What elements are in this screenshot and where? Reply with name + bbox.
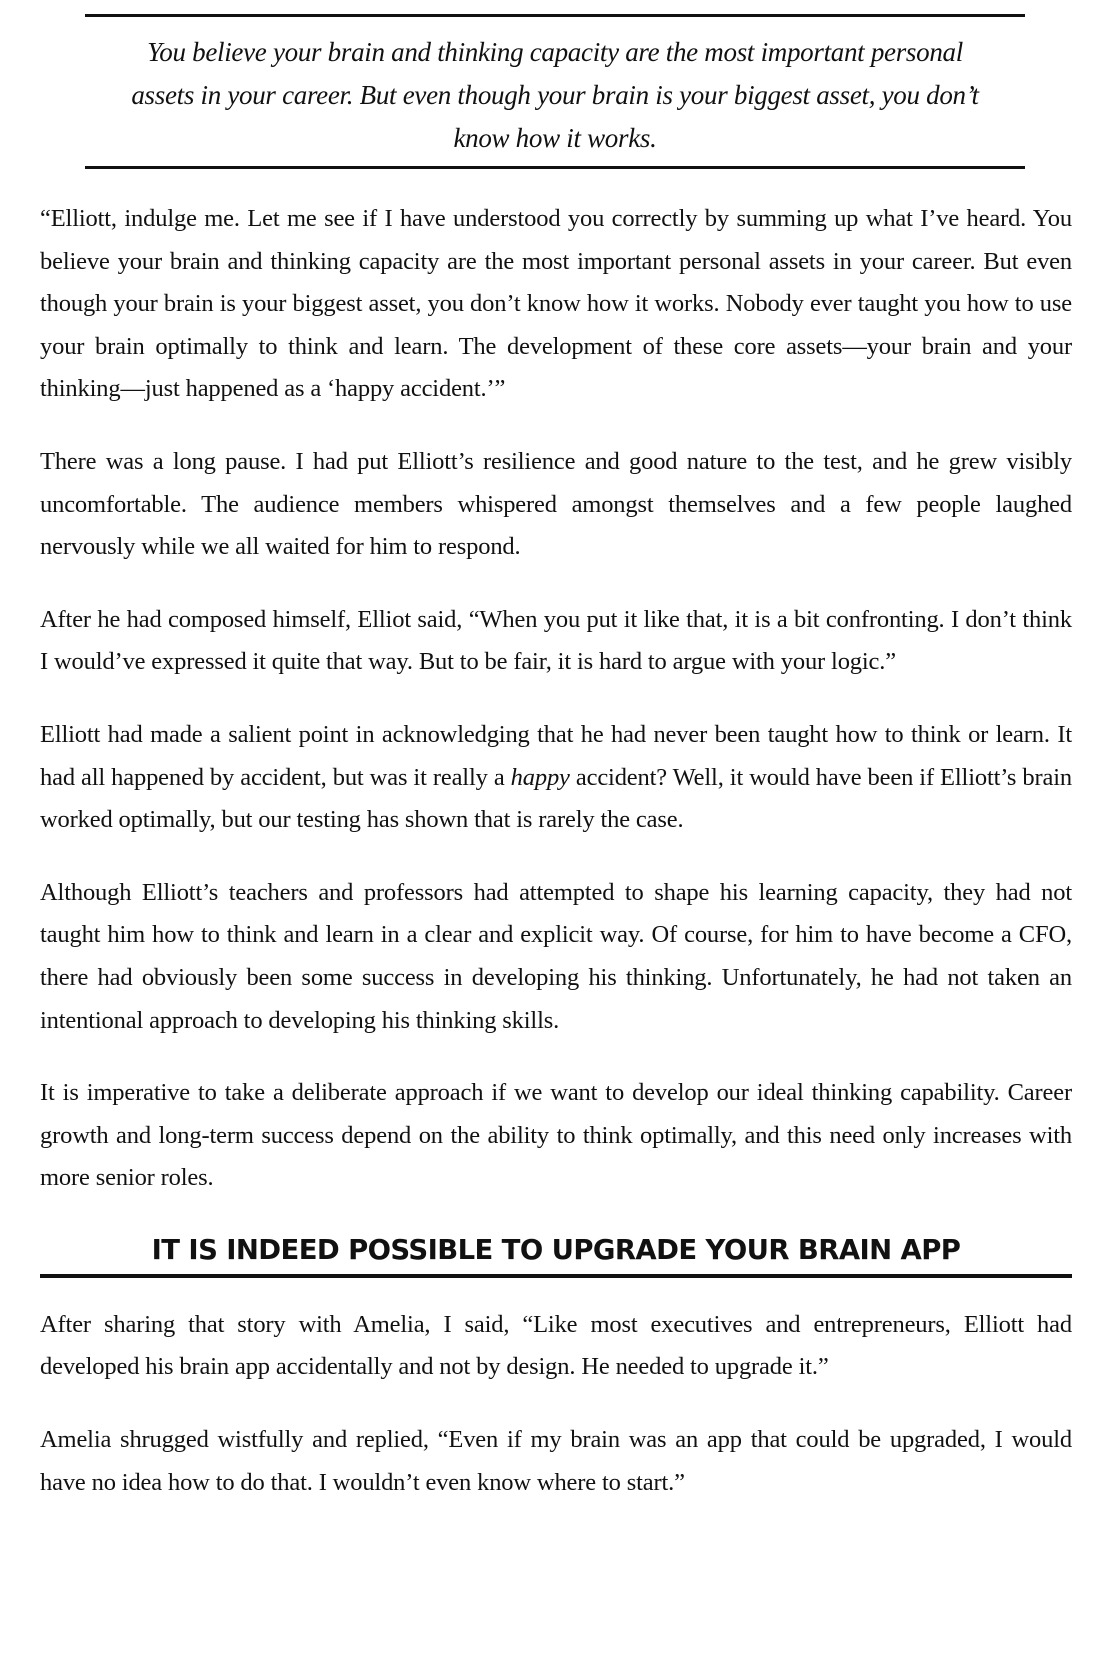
- paragraph: There was a long pause. I had put Elliott’s resilience and good nature to the test, and he grew visibly uncomfortable. The audience members whispered amongst themselves and a few people laughed nervously while we all waited for him to respond.: [40, 447, 1072, 561]
- paragraph-text: Elliott had made a salient point in acknowledging that he had never been taught how to think or learn. It had all happened by accident, but was it really a: [40, 720, 1072, 791]
- paragraph: After he had composed himself, Elliot said, “When you put it like that, it is a bit confronting. I don’t think I would’ve expressed it quite that way. But to be fair, it is hard to argue with your logic.”: [40, 605, 1072, 676]
- paragraph: After sharing that story with Amelia, I said, “Like most executives and entrepreneurs, Elliott had developed his brain app accidentally and not by design. He needed to upgrade it.”: [40, 1310, 1072, 1381]
- paragraph: [40, 714, 1072, 842]
- paragraph-text: accident? Well, it would have been if Elliott’s brain worked optimally, but our testing has shown that is rarely the case.: [40, 763, 1072, 834]
- emphasis-text: happy: [510, 763, 570, 791]
- article-body: [40, 198, 1072, 1534]
- paragraph: Although Elliott’s teachers and professors had attempted to shape his learning capacity, they had not taught him how to think and learn in a clear and explicit way. Of course, for him to have become a CFO, there had obviously been some success in developing his thinking. Unfortunately, he had not taken an intentional approach to developing his thinking skills.: [40, 878, 1072, 1034]
- paragraph: “Elliott, indulge me. Let me see if I have understood you correctly by summing up what I’ve heard. You believe your brain and thinking capacity are the most important personal assets in your career. But even though your brain is your biggest asset, you don’t know how it works. Nobody ever taught you how to use your brain optimally to think and learn. The development of these core assets—your brain and your thinking—just happened as a ‘happy accident.’”: [40, 205, 1072, 403]
- section-heading: IT IS INDEED POSSIBLE TO UPGRADE YOUR BRAIN APP: [40, 1230, 1072, 1278]
- pull-quote: [85, 14, 1025, 169]
- pull-quote-text: You believe your brain and thinking capacity are the most important personal assets in your career. But even though your brain is your biggest asset, you don’t know how it works.: [131, 37, 979, 153]
- paragraph: It is imperative to take a deliberate approach if we want to develop our ideal thinking capability. Career growth and long-term success depend on the ability to think optimally, and this need only increases with more senior roles.: [40, 1079, 1072, 1192]
- paragraph: Amelia shrugged wistfully and replied, “Even if my brain was an app that could be upgraded, I would have no idea how to do that. I wouldn’t even know where to start.”: [40, 1426, 1072, 1496]
